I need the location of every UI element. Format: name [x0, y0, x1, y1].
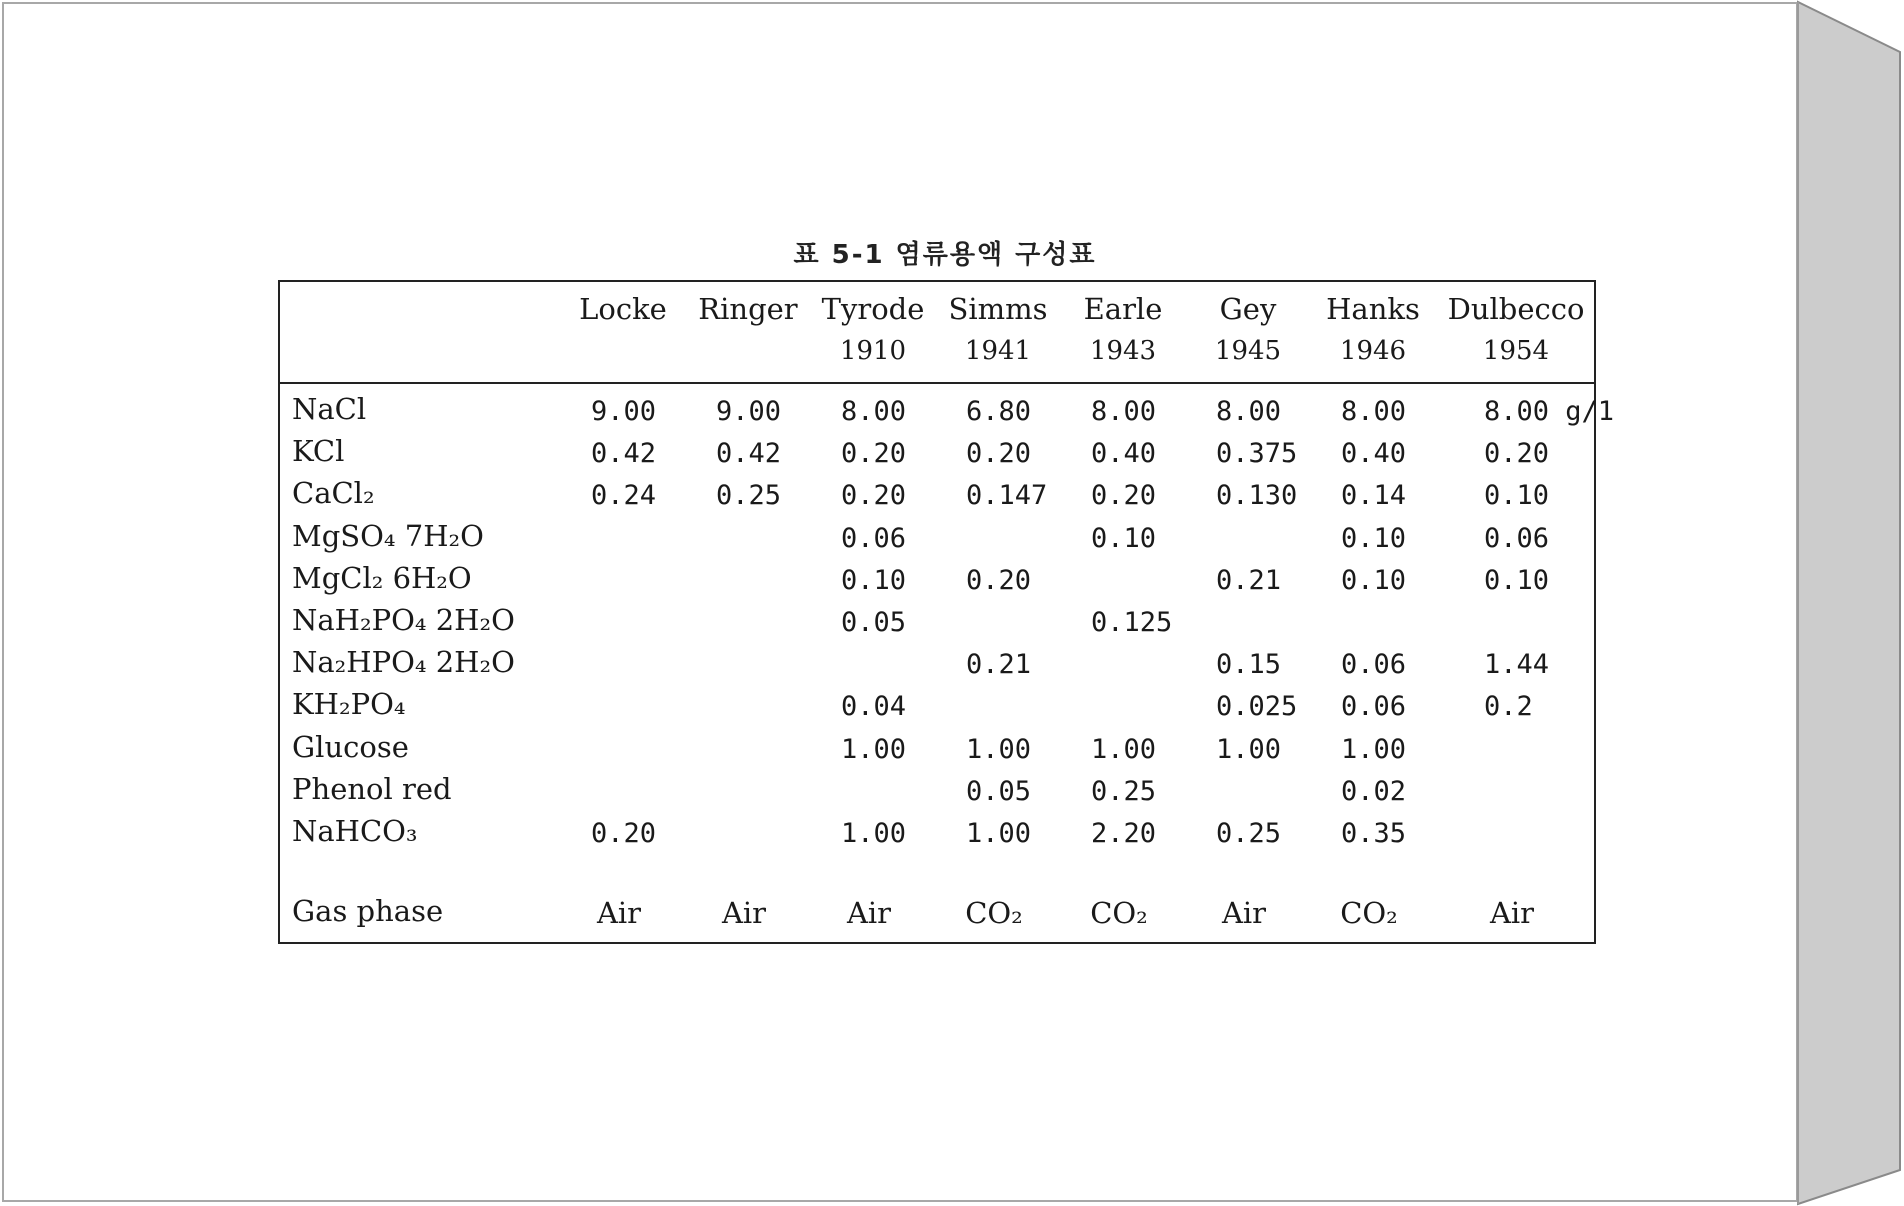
column-header-year: 1910 — [839, 336, 907, 366]
column-header-name: Dulbecco — [1447, 292, 1585, 326]
table-cell-value: 0.20 — [966, 564, 1032, 596]
row-label: MgCl₂ 6H₂O — [292, 560, 472, 595]
table-cell-value: 0.04 — [841, 691, 907, 723]
gas-phase-value: Air — [1489, 896, 1535, 930]
column-header-name: Locke — [579, 292, 667, 326]
table-cell-value: 8.00 — [1341, 396, 1407, 427]
row-label: Na₂HPO₄ 2H₂O — [292, 645, 515, 680]
row-label: Glucose — [292, 729, 409, 764]
table-cell-value: 0.02 — [1341, 775, 1407, 807]
table-cell-value: 6.80 — [966, 396, 1032, 427]
table-cell-value: 8.00 — [1216, 396, 1282, 427]
table-cell-value: 0.06 — [1484, 522, 1550, 554]
table-cell-value: 9.00 — [591, 396, 657, 427]
table-cell-value: 0.06 — [1341, 691, 1407, 723]
table-cell-value: 0.10 — [841, 564, 907, 596]
table-cell-value: 0.21 — [1216, 564, 1282, 596]
column-header-year: 1943 — [1089, 336, 1157, 366]
table-cell-value: 0.125 — [1091, 607, 1173, 638]
table-cell-value: 8.00 — [1091, 396, 1157, 427]
row-label: CaCl₂ — [292, 476, 375, 511]
table-cell-value: 0.06 — [1341, 649, 1407, 681]
gas-phase-value: CO₂ — [1090, 896, 1148, 930]
gas-phase-value: Air — [596, 896, 642, 930]
table-cell-value: 0.05 — [966, 775, 1032, 807]
gas-phase-label: Gas phase — [292, 894, 444, 928]
table-cell-value: 2.20 — [1091, 818, 1157, 849]
column-header-name: Tyrode — [821, 292, 925, 326]
gas-phase-value: Air — [721, 896, 767, 930]
table-cell-value: 1.00 — [1341, 733, 1407, 765]
table-cell-value: 0.24 — [591, 480, 657, 512]
table-cell-value: 0.25 — [1216, 818, 1282, 849]
table-cell-value: 0.10 — [1341, 564, 1407, 596]
table-cell-value: 0.20 — [966, 438, 1032, 470]
table-cell-value: 0.40 — [1091, 438, 1157, 470]
column-header-name: Earle — [1083, 292, 1163, 326]
column-header-name: Simms — [948, 292, 1048, 326]
table-cell-value: 1.00 — [841, 733, 907, 765]
table-title: 표 5-1 염류용액 구성표 — [793, 240, 1097, 270]
table-cell-value: 0.10 — [1484, 564, 1550, 596]
column-header-year: 1945 — [1214, 336, 1282, 366]
row-label: NaCl — [292, 392, 367, 426]
table-cell-value: 0.42 — [591, 438, 657, 470]
gas-phase-value: CO₂ — [965, 896, 1023, 930]
row-label: KCl — [292, 434, 345, 469]
table-cell-value: 0.20 — [1091, 480, 1157, 512]
table-cell-value: 0.10 — [1091, 522, 1157, 554]
row-label: NaHCO₃ — [292, 814, 418, 848]
table-cell-value: 0.20 — [841, 438, 907, 470]
gas-phase-value: Air — [1221, 896, 1267, 930]
composition-table — [278, 280, 1615, 944]
table-cell-value: 0.130 — [1216, 480, 1298, 512]
table-cell-value: 9.00 — [716, 396, 782, 427]
table-cell-value: 0.25 — [1091, 775, 1157, 807]
table-cell-value: 1.00 — [1091, 733, 1157, 765]
column-header-year: 1946 — [1339, 336, 1407, 366]
column-header-year: 1954 — [1482, 336, 1550, 366]
table-cell-value: 0.25 — [716, 480, 782, 512]
table-cell-value: 0.375 — [1216, 438, 1298, 470]
table-cell-value: 0.20 — [841, 480, 907, 512]
column-header-name: Gey — [1219, 292, 1277, 326]
gas-phase-value: Air — [846, 896, 892, 930]
column-header-year: 1941 — [964, 336, 1032, 366]
table-cell-value: 1.00 — [1216, 733, 1282, 765]
table-cell-value: 0.05 — [841, 607, 907, 638]
column-header-name: Ringer — [698, 292, 798, 326]
table-cell-value: 0.147 — [966, 480, 1048, 512]
row-label: MgSO₄ 7H₂O — [292, 518, 484, 553]
table-cell-value: 0.20 — [1484, 438, 1550, 470]
table-cell-value: 1.44 — [1484, 649, 1550, 681]
table-cell-value: 0.21 — [966, 649, 1032, 681]
table-cell-value: 0.10 — [1484, 480, 1550, 512]
table-cell-value: 0.025 — [1216, 691, 1298, 723]
table-cell-value: 0.42 — [716, 438, 782, 470]
table-cell-value: 1.00 — [966, 818, 1032, 849]
table-cell-value: 0.20 — [591, 818, 657, 849]
table-cell-value: 0.10 — [1341, 522, 1407, 554]
gas-phase-value: CO₂ — [1340, 896, 1398, 930]
table-cell-value: 1.00 — [966, 733, 1032, 765]
row-label: KH₂PO₄ — [292, 687, 406, 722]
table-cell-value: 8.00 g/1 — [1484, 396, 1615, 427]
table-cell-value: 0.06 — [841, 522, 907, 554]
table-cell-value: 0.2 — [1484, 691, 1533, 723]
table-cell-value: 0.40 — [1341, 438, 1407, 470]
table-cell-value: 1.00 — [841, 818, 907, 849]
row-label: NaH₂PO₄ 2H₂O — [292, 603, 515, 637]
table-cell-value: 0.15 — [1216, 649, 1282, 681]
table-cell-value: 8.00 — [841, 396, 907, 427]
header-divider — [280, 382, 1594, 384]
row-label: Phenol red — [292, 771, 452, 806]
table-cell-value: 0.14 — [1341, 480, 1407, 512]
table-cell-value: 0.35 — [1341, 818, 1407, 849]
column-header-name: Hanks — [1326, 292, 1420, 326]
